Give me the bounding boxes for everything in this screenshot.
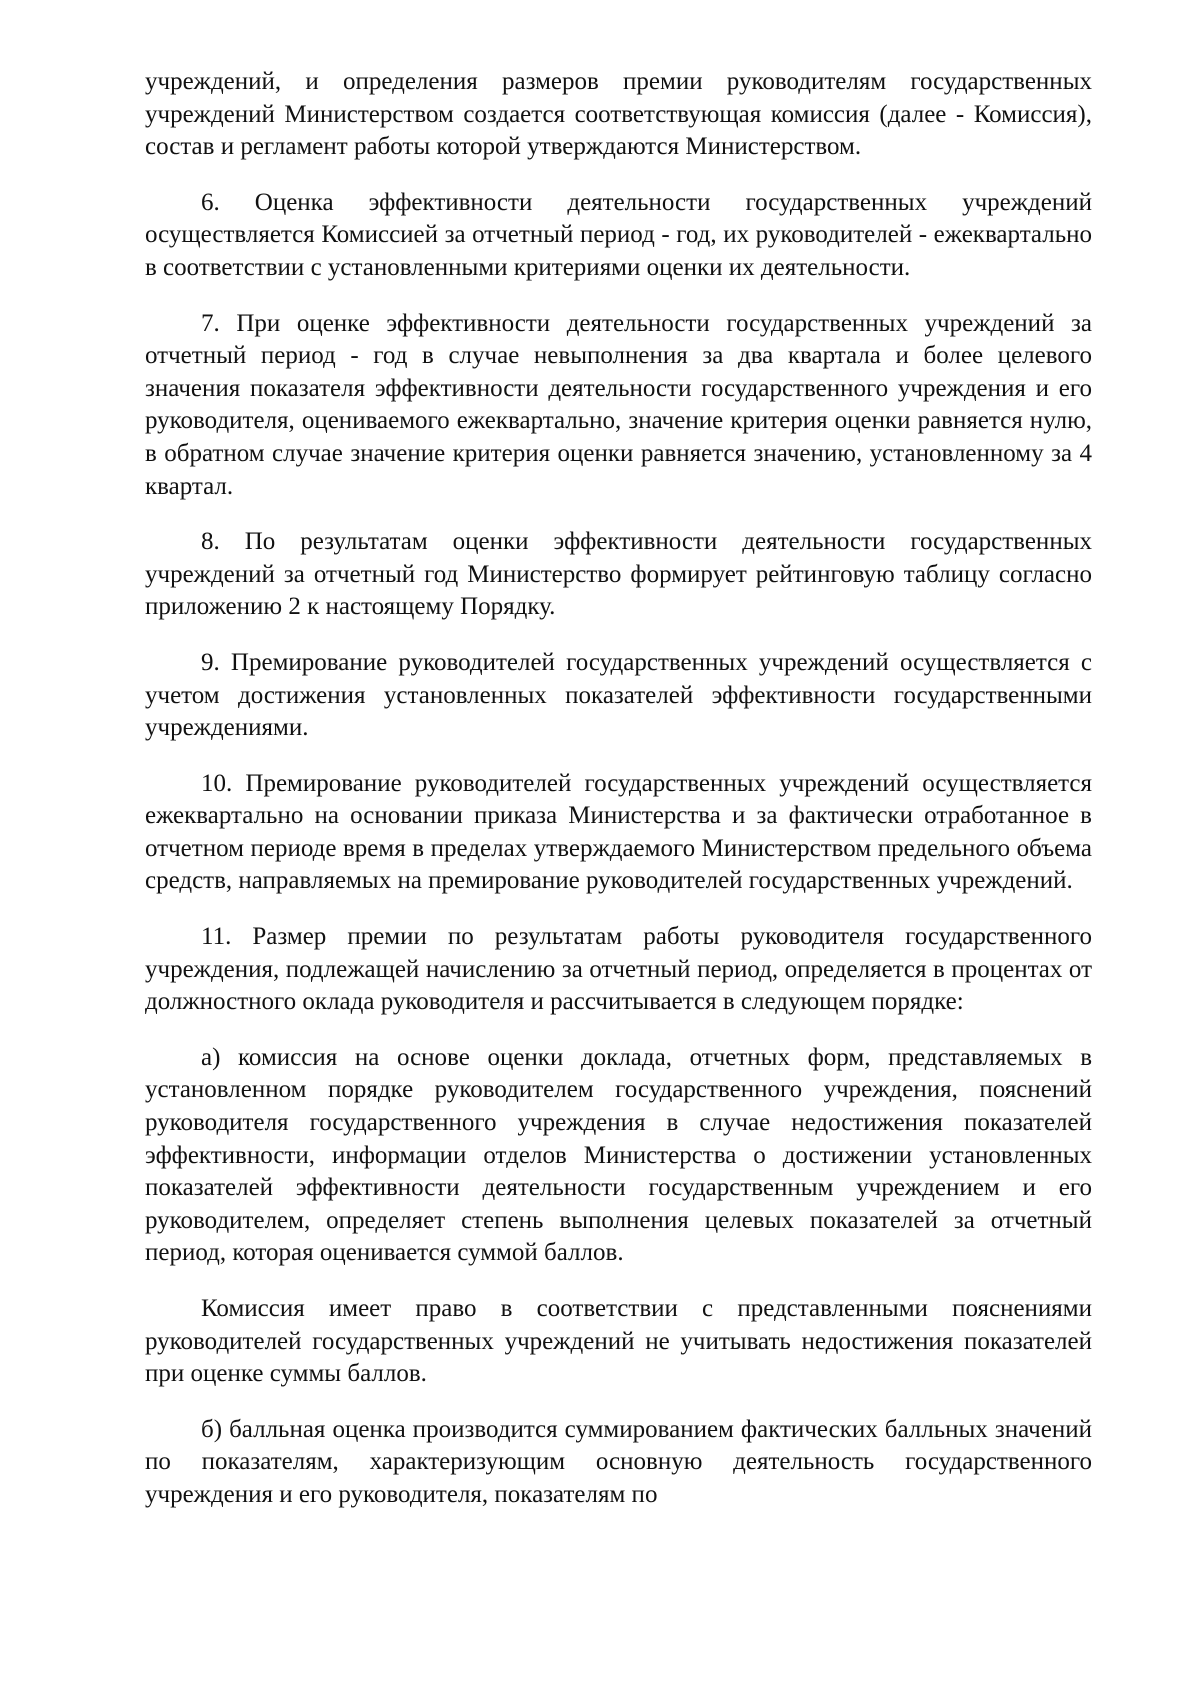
paragraph-11-a: а) комиссия на основе оценки доклада, отчетных форм, представляемых в установленном порядке руководителем государственного учреждения, пояснений руководителя государственного учреждения в случае недостижения показателей эффективности, информации отделов Министерства о достижении установленных показателей эффективности деятельности государственным учреждением и его руководителем, определяет степень выполнения целевых показателей за отчетный период, которая оценивается суммой баллов.	[145, 1043, 1092, 1267]
paragraph-10: 10. Премирование руководителей государственных учреждений осуществляется ежеквартально на основании приказа Министерства и за фактически отработанное в отчетном периоде время в пределах утверждаемого Министерством предельного объема средств, направляемых на премирование руководителей государственных учреждений.	[145, 769, 1092, 895]
paragraph-11: 11. Размер премии по результатам работы руководителя государственного учреждения, подлежащей начислению за отчетный период, определяется в процентах от должностного оклада руководителя и рассчитывается в следующем порядке:	[145, 923, 1092, 1016]
document-page	[145, 66, 1092, 1535]
paragraph-commission-right: Комиссия имеет право в соответствии с представленными пояснениями руководителей государственных учреждений не учитывать недостижения показателей при оценке суммы баллов.	[145, 1295, 1092, 1388]
paragraph-6: 6. Оценка эффективности деятельности государственных учреждений осуществляется Комиссией за отчетный период - год, их руководителей - ежеквартально в соответствии с установленными критериями оценки их деятельности.	[145, 188, 1092, 281]
paragraph-7: 7. При оценке эффективности деятельности государственных учреждений за отчетный период - год в случае невыполнения за два квартала и более целевого значения показателя эффективности деятельности государственного учреждения и его руководителя, оцениваемого ежеквартально, значение критерия оценки равняется нулю, в обратном случае значение критерия оценки равняется значению, установленному за 4 квартал.	[145, 309, 1092, 500]
paragraph-8: 8. По результатам оценки эффективности деятельности государственных учреждений за отчетный год Министерство формирует рейтинговую таблицу согласно приложению 2 к настоящему Порядку.	[145, 528, 1092, 621]
paragraph-9: 9. Премирование руководителей государственных учреждений осуществляется с учетом достижения установленных показателей эффективности государственными учреждениями.	[145, 648, 1092, 742]
paragraph-continuation: учреждений, и определения размеров премии руководителям государственных учреждений Министерством создается соответствующая комиссия (далее - Комиссия), состав и регламент работы которой утверждаются Министерством.	[145, 68, 1092, 161]
paragraph-11-b: б) балльная оценка производится суммированием фактических балльных значений по показателям, характеризующим основную деятельность государственного учреждения и его руководителя, показателям по	[145, 1415, 1092, 1508]
